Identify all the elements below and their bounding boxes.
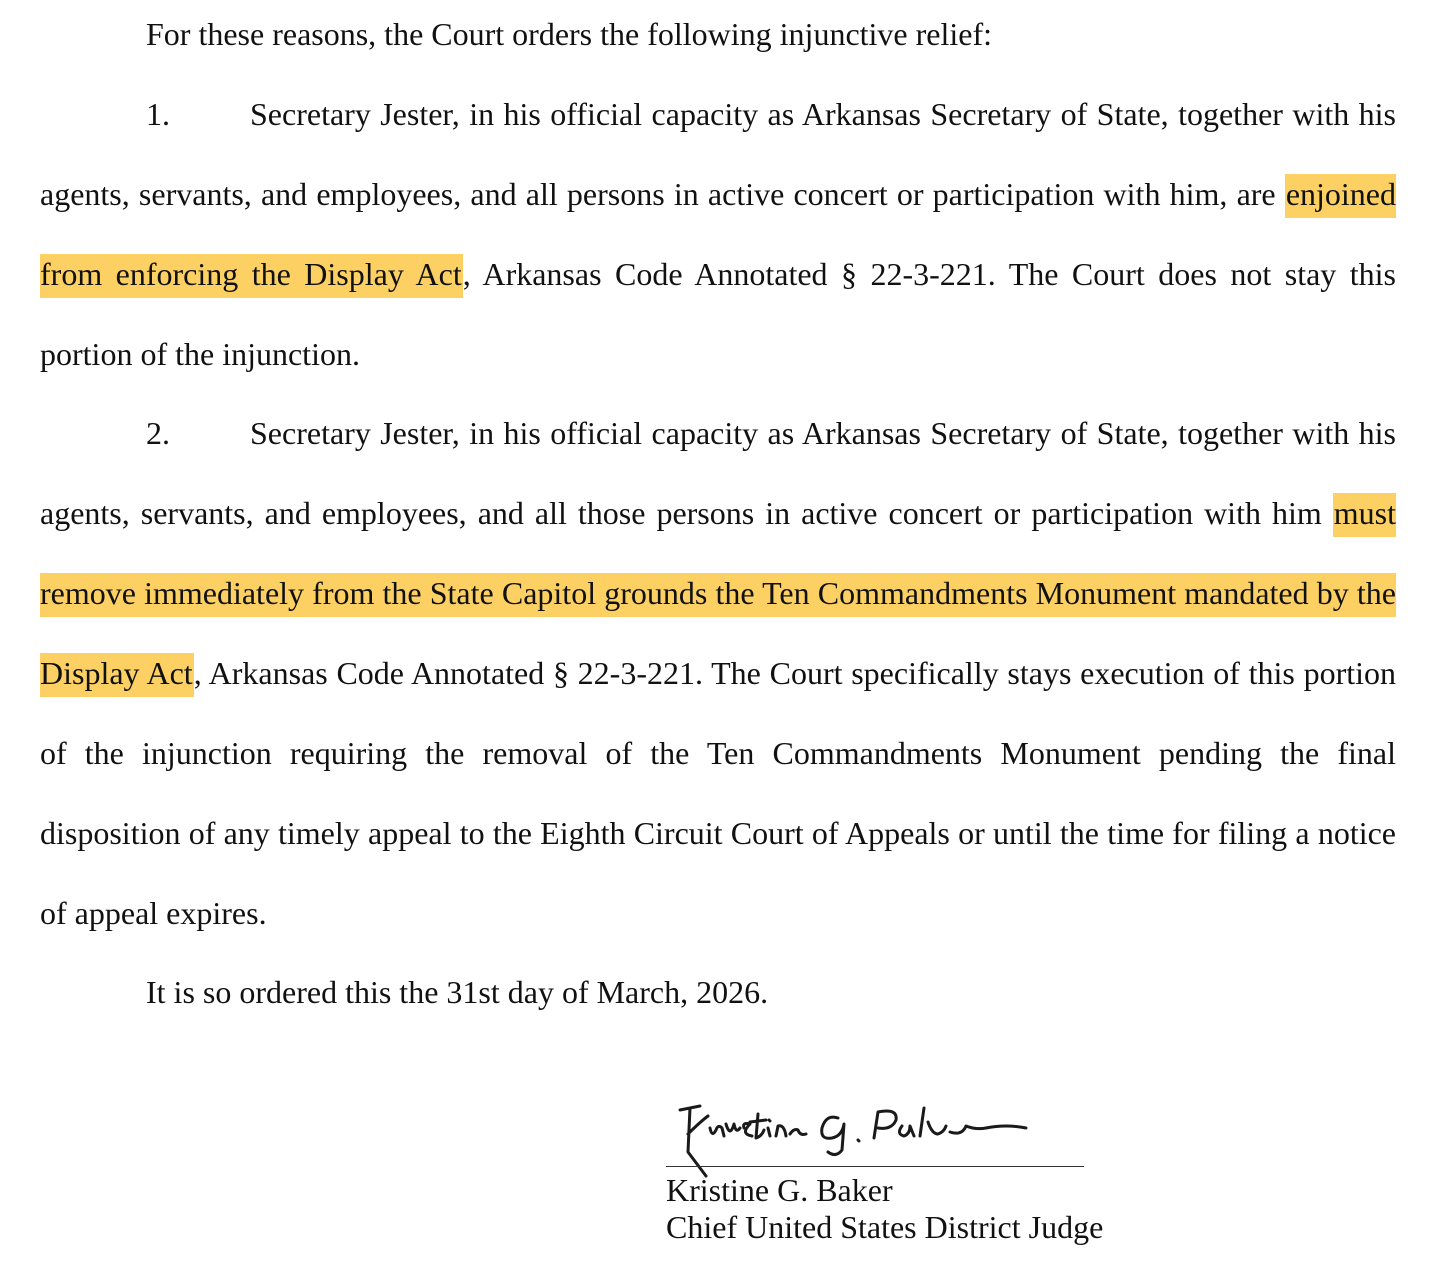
item-text-before: Secretary Jester, in his official capacity as Arkansas Secretary of State, together with his agents, servants, and employees, and all persons in active concert or participation with him, are xyxy=(40,96,1396,212)
order-item-2 xyxy=(40,393,1396,953)
judge-title: Chief United States District Judge xyxy=(666,1209,1104,1245)
closing-paragraph xyxy=(40,952,1396,1032)
item-text-before: Secretary Jester, in his official capacity as Arkansas Secretary of State, together with his agents, servants, and employees, and all those persons in active concert or participation with him xyxy=(40,415,1396,531)
item-text-after: , Arkansas Code Annotated § 22-3-221. The Court specifically stays execution of this portion of the injunction requiring the removal of the Ten Commandments Monument pending the final disposition of any timely appeal to the Eighth Circuit Court of Appeals or until the time for filing a notice of appeal expires. xyxy=(40,655,1397,931)
intro-text: For these reasons, the Court orders the following injunctive relief: xyxy=(146,16,993,52)
handwritten-signature xyxy=(666,1094,1046,1180)
highlighted-text: enjoined from enforcing the Display Act xyxy=(40,174,1396,298)
closing-text: It is so ordered this the 31st day of March, 2026. xyxy=(146,974,769,1010)
highlighted-text: must remove immediately from the State Capitol grounds the Ten Commandments Monument mandated by the Display Act xyxy=(40,493,1396,697)
item-number: 2. xyxy=(146,415,170,451)
signature-block xyxy=(666,1172,1103,1246)
item-text-after: , Arkansas Code Annotated § 22-3-221. The Court does not stay this portion of the injunction. xyxy=(40,256,1397,372)
intro-paragraph xyxy=(40,0,1396,74)
signature-line xyxy=(666,1166,1084,1167)
order-item-1 xyxy=(40,74,1396,394)
judge-name: Kristine G. Baker xyxy=(666,1172,893,1208)
item-number: 1. xyxy=(146,96,170,132)
